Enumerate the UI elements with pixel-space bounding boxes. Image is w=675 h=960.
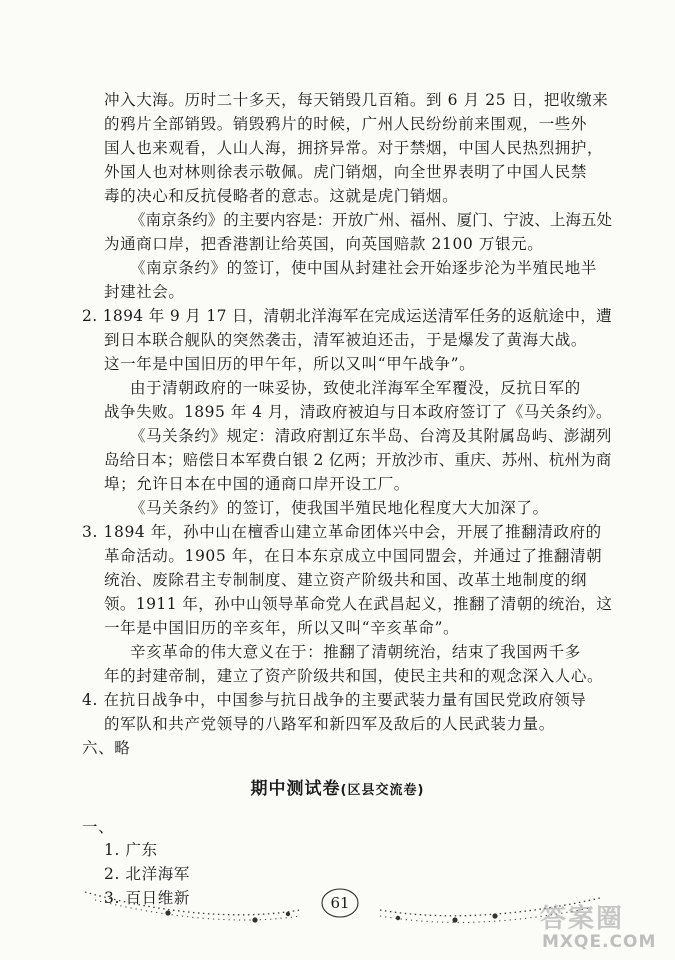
paragraph-line: 冲入大海。历时二十多天，每天销毁几百箱。到 6 月 25 日，把收缴来 xyxy=(104,91,609,109)
paragraph-line: 外国人也对林则徐表示敬佩。虎门销烟，向全世界表明了中国人民禁 xyxy=(104,163,588,181)
section-title xyxy=(0,774,675,799)
watermark-logo xyxy=(532,898,672,954)
paragraph-line: 年的封建帝制，建立了资产阶级共和国，使民主共和的观念深入人心。 xyxy=(104,667,604,685)
section-title-main: 期中测试卷 xyxy=(250,779,341,799)
paragraph-line: 4. 在抗日战争中，中国参与抗日战争的主要武装力量有国民党政府领导 xyxy=(82,691,587,709)
paragraph-line: 《南京条约》的主要内容是：开放广州、福州、厦门、宁波、上海五处 xyxy=(130,211,613,229)
paragraph-line: 战争失败。1895 年 4 月，清政府被迫与日本政府签订了《马关条约》。 xyxy=(104,403,612,421)
answer-item: 3. 百日维新 xyxy=(104,889,190,907)
watermark-url: MXQE.COM xyxy=(542,932,657,952)
paragraph-line: 埠；允许日本在中国的通商口岸开设工厂。 xyxy=(104,475,410,493)
paragraph-line: 革命活动。1905 年，在日本东京成立中国同盟会，并通过了推翻清朝 xyxy=(104,547,603,565)
section-title-sub: (区县交流卷) xyxy=(340,783,425,798)
paragraph-line: 《南京条约》的签订，使中国从封建社会开始逐步沦为半殖民地半 xyxy=(130,259,597,277)
paragraph-line: 的鸦片全部销毁。销毁鸦片的时候，广州人民纷纷前来围观，一些外 xyxy=(104,115,588,133)
paragraph-line: 封建社会。 xyxy=(104,283,185,301)
paragraph-line: 这一年是中国旧历的甲午年，所以又叫“甲午战争”。 xyxy=(104,355,476,373)
paragraph-line: 由于清朝政府的一味妥协，致使北洋海军全军覆没，反抗日军的 xyxy=(130,379,581,397)
paragraph-line: 岛给日本；赔偿日本军费白银 2 亿两；开放沙市、重庆、苏州、杭州为商 xyxy=(104,451,612,469)
watermark-text: 答案圈 xyxy=(540,904,625,934)
paragraph-line: 国人也来观看，人山人海，拥挤异常。对于禁烟，中国人民热烈拥护， xyxy=(104,139,604,157)
paragraph-line: 《马关条约》规定：清政府割辽东半岛、台湾及其附属岛屿、澎湖列 xyxy=(130,427,613,445)
paragraph-line: 为通商口岸，把香港割让给英国，向英国赔款 2100 万银元。 xyxy=(104,235,544,253)
paragraph-line: 六、略 xyxy=(82,739,131,757)
paragraph-line: 的军队和共产党领导的八路军和新四军及敌后的人民武装力量。 xyxy=(104,715,555,733)
paragraph-line: 2. 1894 年 9 月 17 日，清朝北洋海军在完成运送清军任务的返航途中，遭 xyxy=(82,307,612,325)
paragraph-line: 3. 1894 年，孙中山在檀香山建立革命团体兴中会，开展了推翻清政府的 xyxy=(82,523,602,541)
section-one-label: 一、 xyxy=(82,818,115,836)
paragraph-line: 一年是中国旧历的辛亥年，所以又叫“辛亥革命”。 xyxy=(104,619,460,637)
paragraph-line: 到日本联合舰队的突然袭击，清军被迫还击，于是爆发了黄海大战。 xyxy=(104,331,588,349)
paragraph-line: 《马关条约》的签订，使我国半殖民地化程度大大加深了。 xyxy=(130,499,549,517)
paragraph-line: 领。1911 年，孙中山领导革命党人在武昌起义，推翻了清朝的统治，这 xyxy=(104,595,613,613)
answer-item: 2. 北洋海军 xyxy=(104,865,190,883)
paragraph-line: 统治、废除君主专制制度、建立资产阶级共和国、改革土地制度的纲 xyxy=(104,571,588,589)
page-number: 61 xyxy=(330,894,350,912)
paragraph-line: 毒的决心和反抗侵略者的意志。这就是虎门销烟。 xyxy=(104,187,459,205)
paragraph-line: 辛亥革命的伟大意义在于：推翻了清朝统治，结束了我国两千多 xyxy=(130,643,581,661)
answer-item: 1. 广东 xyxy=(104,841,158,859)
